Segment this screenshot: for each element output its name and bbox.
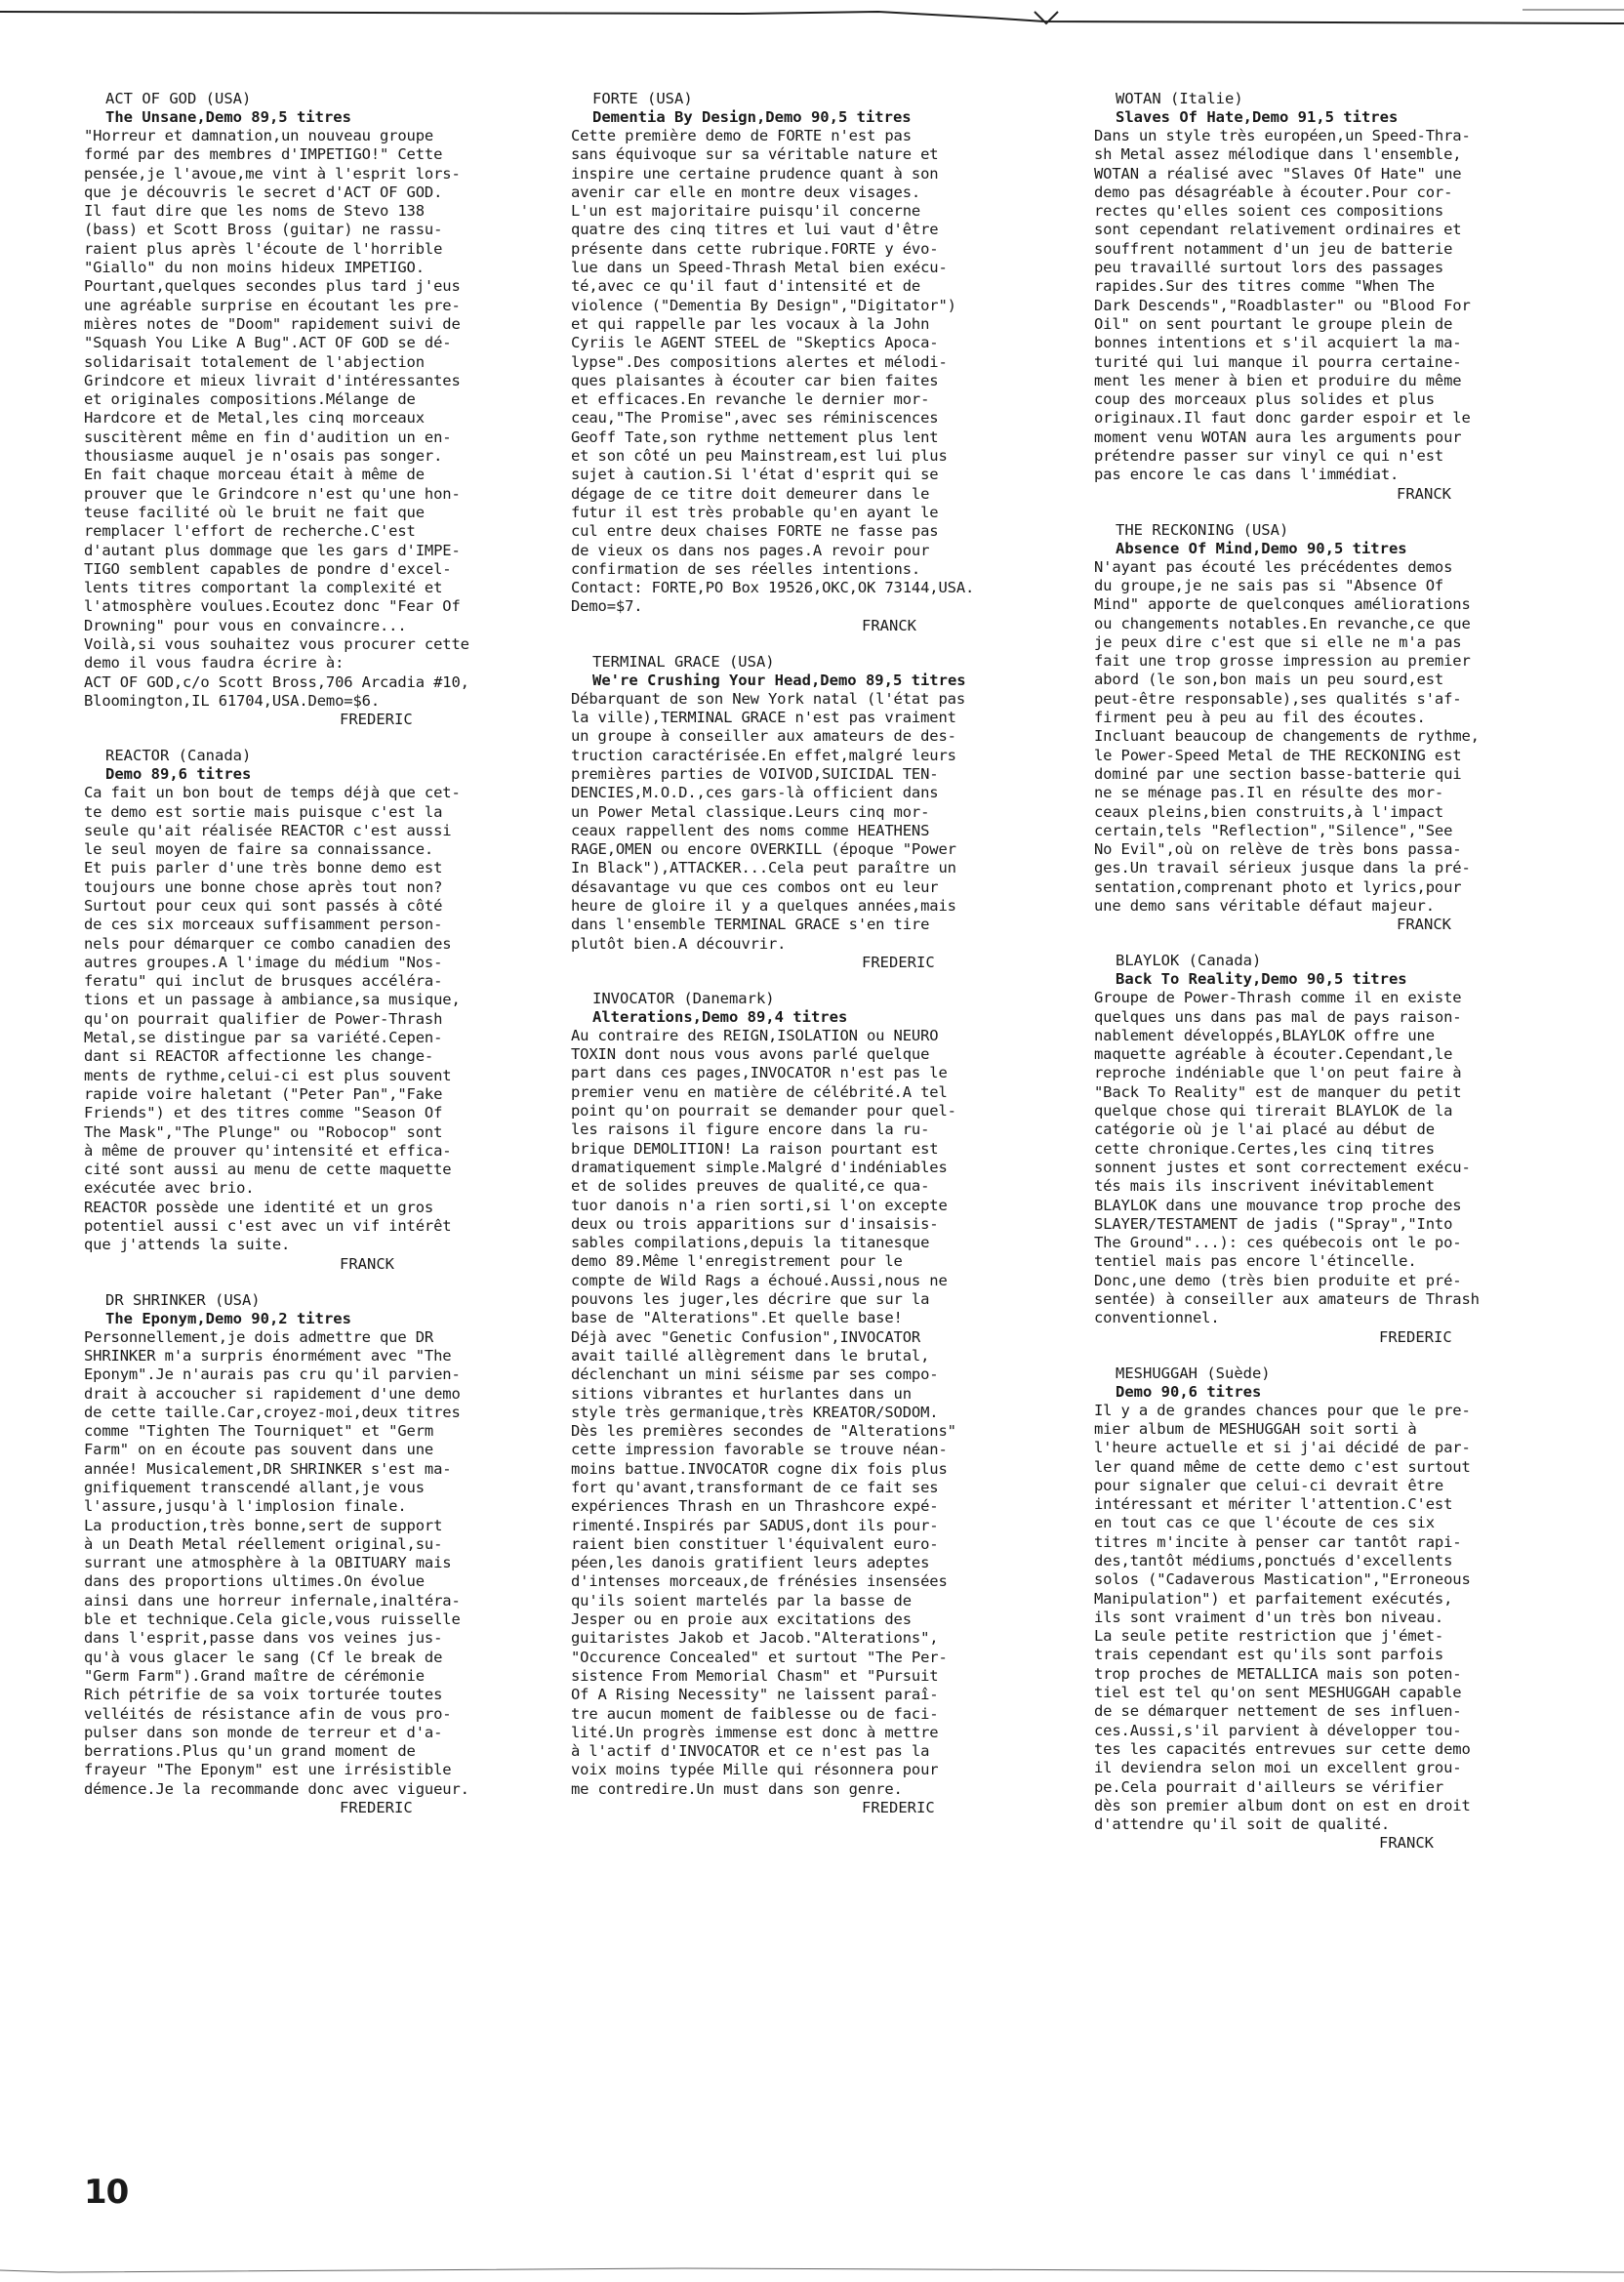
review-invocator bbox=[571, 990, 1059, 1817]
review-body: "Horreur et damnation,un nouveau groupe formé par des membres d'IMPETIGO!" Cette pensée,je l'avoue,me vint à l'esprit lors- que je découvris le secret d'ACT OF GOD. Il faut dire que les noms de Stevo 138 (bass) et Scott Bross (guitar) ne rassu- raient plus après l'écoute de l'horrible "Giallo" du non moins hideux IMPETIGO. Pourtant,quelques secondes plus tard j'eus une agréable surprise en écoutant les pre- mières notes de "Doom" rapidement suivi de "Squash You Like A Bug".ACT OF GOD se dé- solidarisait totalement de l'abjection Grindcore et mieux livrait d'intéressantes et originales compositions.Mélange de Hardcore et de Metal,les cinq morceaux suscitèrent même en fin d'audition un en- thousiasme auquel je n'osais pas songer. En fait chaque morceau était à même de prouver que le Grindcore n'est qu'une hon- teuse facilité où le bruit ne fait que remplacer l'effort de recherche.C'est d'autant plus dommage que les gars d'IMPE- TIGO semblent capables de pondre d'excel- lents titres comportant la complexité et l'atmosphère voulues.Ecoutez donc "Fear Of Drowning" pour vous en convaincre... Voilà,si vous souhaitez vous procurer cette demo il vous faudra écrire à: ACT OF GOD,c/o Scott Bross,706 Arcadia #10, Bloomington,IL 61704,USA.Demo=$6. bbox=[84, 127, 469, 710]
review-blaylok bbox=[1094, 952, 1592, 1346]
review-release: Absence Of Mind,Demo 90,5 titres bbox=[1116, 539, 1407, 557]
review-body: Dans un style très européen,un Speed-Thra- sh Metal assez mélodique dans l'ensemble, WOTAN a réalisé avec "Slaves Of Hate" une demo pas désagréable à écouter.Pour cor- rectes qu'elles soient ces compositions sont cependant relativement ordinaires et souffrent notamment d'un jeu de batterie peu travaillé surtout lors des passages rapides.Sur des titres comme "When The Dark Descends","Roadblaster" ou "Blood For Oil" on sent pourtant le groupe plein de bonnes intentions et s'il acquiert la ma- turité qui lui manque il pourra certaine- ment les mener à bien et produire du même coup des morceaux plus solides et plus originaux.Il faut donc garder espoir et le moment venu WOTAN aura les arguments pour prétendre passer sur vinyl ce qui n'est pas encore le cas dans l'immédiat. bbox=[1094, 127, 1471, 484]
review-wotan bbox=[1094, 90, 1592, 504]
top-border-line bbox=[0, 8, 1624, 33]
review-signature: FRANCK bbox=[340, 1254, 394, 1273]
column-3 bbox=[1094, 90, 1592, 1870]
review-signature: FREDERIC bbox=[862, 1799, 935, 1817]
bottom-border-line bbox=[0, 2262, 1624, 2278]
review-dr-shrinker bbox=[84, 1291, 572, 1817]
review-reactor bbox=[84, 747, 572, 1273]
review-band: THE RECKONING (USA) bbox=[1116, 520, 1289, 539]
review-signature: FRANCK bbox=[862, 616, 916, 634]
review-body: Cette première demo de FORTE n'est pas sans équivoque sur sa véritable nature et inspire une certaine prudence quant à son avenir car elle en montre deux visages. L'un est majoritaire puisqu'il concerne quatre des cinq titres et lui vaut d'être présente dans cette rubrique.FORTE y évo- lue dans un Speed-Thrash Metal bien exécu- té,avec ce qu'il faut d'intensité et de violence ("Dementia By Design","Digitator") et qui rappelle par les vocaux à la John Cyriis le AGENT STEEL de "Skeptics Apoca- lypse".Des compositions alertes et mélodi- ques plaisantes à écouter car bien faites et efficaces.En revanche le dernier mor- ceau,"The Promise",avec ses réminiscences Geoff Tate,son rythme nettement plus lent et son côté un peu Mainstream,est lui plus sujet à caution.Si l'état d'esprit qui se dégage de ce titre doit demeurer dans le futur il est très probable qu'en ayant le cul entre deux chaises FORTE ne fasse pas de vieux os dans nos pages.A revoir pour confirmation de ses réelles intentions. Contact: FORTE,PO Box 19526,OKC,OK 73144,USA. Demo=$7. bbox=[571, 127, 975, 616]
page-number: 10 bbox=[84, 2173, 129, 2212]
review-act-of-god bbox=[84, 90, 572, 729]
review-band: BLAYLOK (Canada) bbox=[1116, 952, 1262, 970]
review-band: INVOCATOR (Danemark) bbox=[592, 989, 775, 1007]
review-band: ACT OF GOD (USA) bbox=[105, 90, 252, 107]
review-band: WOTAN (Italie) bbox=[1116, 90, 1243, 107]
review-signature: FREDERIC bbox=[1379, 1327, 1452, 1346]
column-1 bbox=[84, 90, 572, 1835]
review-release: The Unsane,Demo 89,5 titres bbox=[105, 108, 351, 126]
review-release: Dementia By Design,Demo 90,5 titres bbox=[592, 108, 912, 126]
review-release: Alterations,Demo 89,4 titres bbox=[592, 1007, 848, 1026]
review-signature: FREDERIC bbox=[340, 1799, 413, 1817]
review-band: MESHUGGAH (Suède) bbox=[1116, 1364, 1271, 1382]
review-signature: FREDERIC bbox=[862, 953, 935, 971]
review-body: Débarquant de son New York natal (l'état pas la ville),TERMINAL GRACE n'est pas vraiment un groupe à conseiller aux amateurs de des- truction caractérisée.En effet,malgré leurs premières parties de VOIVOD,SUICIDAL TEN- DENCIES,M.O.D.,ces gars-là officient dans un Power Metal classique.Leurs cinq mor- ceaux rappellent des noms comme HEATHENS RAGE,OMEN ou encore OVERKILL (époque "Power In Black"),ATTACKER...Cela peut paraître un désavantage vu que ces combos ont eu leur heure de gloire il y a quelques années,mais dans l'ensemble TERMINAL GRACE s'en tire plutôt bien.A découvrir. bbox=[571, 689, 965, 953]
review-release: Demo 89,6 titres bbox=[105, 765, 252, 784]
review-body: Personnellement,je dois admettre que DR SHRINKER m'a surpris énormément avec "The Eponym".Je n'aurais pas cru qu'il parvien- drait à accoucher si rapidement d'une demo de cette taille.Car,croyez-moi,deux titres comme "Tighten The Tourniquet" et "Germ Farm" on en écoute pas souvent dans une année! Musicalement,DR SHRINKER s'est ma- gnifiquement transcendé allant,je vous l'assure,jusqu'à l'implosion finale. La production,très bonne,sert de support à un Death Metal réellement original,su- surrant une atmosphère à la OBITUARY mais dans des proportions ultimes.On évolue ainsi dans une horreur infernale,inaltéra- ble et technique.Cela gicle,vous ruisselle dans l'esprit,passe dans vos veines jus- qu'à vous glacer le sang (Cf le break de "Germ Farm").Grand maître de cérémonie Rich pétrifie de sa voix torturée toutes velléités de résistance afin de vous pro- pulser dans son monde de terreur et d'a- berrations.Plus qu'un grand moment de frayeur "The Eponym" est une irrésistible démence.Je la recommande donc avec vigueur. bbox=[84, 1327, 469, 1798]
review-release: Back To Reality,Demo 90,5 titres bbox=[1116, 970, 1407, 989]
review-band: FORTE (USA) bbox=[592, 90, 693, 107]
review-terminal-grace bbox=[571, 653, 1059, 972]
review-meshuggah bbox=[1094, 1365, 1592, 1854]
review-signature: FREDERIC bbox=[340, 711, 413, 729]
review-release: The Eponym,Demo 90,2 titres bbox=[105, 1309, 351, 1327]
review-band: DR SHRINKER (USA) bbox=[105, 1290, 261, 1309]
column-2 bbox=[571, 90, 1059, 1835]
review-signature: FRANCK bbox=[1397, 916, 1451, 934]
review-release: Slaves Of Hate,Demo 91,5 titres bbox=[1116, 108, 1399, 126]
review-band: TERMINAL GRACE (USA) bbox=[592, 652, 775, 671]
review-body: Au contraire des REIGN,ISOLATION ou NEURO TOXIN dont nous vous avons parlé quelque part dans ces pages,INVOCATOR n'est pas le premier venu en matière de célébrité.A tel point qu'on pourrait se demander pour quel- les raisons il figure encore dans la ru- brique DEMOLITION! La raison pourtant est dramatiquement simple.Malgré d'indéniables et de solides preuves de qualité,ce qua- tuor danois n'a rien sorti,si l'on excepte deux ou trois apparitions sur d'insaisis- sables compilations,depuis la titanesque demo 89.Même l'enregistrement pour le compte de Wild Rags a échoué.Aussi,nous ne pouvons les juger,les décrire que sur la base de "Alterations".Et quelle base! Déjà avec "Genetic Confusion",INVOCATOR avait taillé allègrement dans le brutal, déclenchant un mini séisme par ses compo- sitions vibrantes et hurlantes dans un style très germanique,très KREATOR/SODOM. Dès les premières secondes de "Alterations" cette impression favorable se trouve néan- moins battue.INVOCATOR cogne dix fois plus fort qu'avant,transformant de ce fait ses expériences Thrash en un Thrashcore expé- rimenté.Inspirés par SADUS,dont ils pour- raient bien constituer l'équivalent euro- péen,les danois gratifient leurs adeptes d'intenses morceaux,de frénésies insensées qu'ils soient martelés par la basse de Jesper ou en proie aux excitations des guitaristes Jakob et Jacob."Alterations", "Occurence Concealed" et surtout "The Per- sistence From Memorial Chasm" et "Pursuit Of A Rising Necessity" ne laissent paraî- tre aucun moment de faiblesse ou de faci- lité.Un progrès immense est donc à mettre à l'actif d'INVOCATOR et ce n'est pas la voix moins typée Mille qui résonnera pour me contredire.Un must dans son genre. bbox=[571, 1026, 956, 1798]
review-body: Ca fait un bon bout de temps déjà que cet- te demo est sortie mais puisque c'est la seule qu'ait réalisée REACTOR c'est aussi le seul moyen de faire sa connaissance. Et puis parler d'une très bonne demo est toujours une bonne chose après tout non? Surtout pour ceux qui sont passés à côté de ces six morceaux suffisamment person- nels pour démarquer ce combo canadien des autres groupes.A l'image du médium "Nos- feratu" qui inclut de brusques accéléra- tions et un passage à ambiance,sa musique, qu'on pourrait qualifier de Power-Thrash Metal,se distingue par sa variété.Cepen- dant si REACTOR affectionne les change- ments de rythme,celui-ci est plus souvent rapide voire haletant ("Peter Pan","Fake Friends") et des titres comme "Season Of The Mask","The Plunge" ou "Robocop" sont à même de prouver qu'intensité et effica- cité sont aussi au menu de cette maquette exécutée avec brio. REACTOR possède une identité et un gros potentiel aussi c'est avec un vif intérêt que j'attends la suite. bbox=[84, 784, 461, 1254]
review-release: We're Crushing Your Head,Demo 89,5 titres bbox=[592, 671, 966, 689]
review-the-reckoning bbox=[1094, 521, 1592, 935]
review-signature: FRANCK bbox=[1397, 484, 1451, 503]
review-signature: FRANCK bbox=[1379, 1834, 1434, 1853]
review-release: Demo 90,6 titres bbox=[1116, 1382, 1262, 1401]
review-body: Il y a de grandes chances pour que le pre- mier album de MESHUGGAH soit sorti à l'heure actuelle et si j'ai décidé de par- ler quand même de cette demo c'est surtout pour signaler que celui-ci devrait être intéressant et mériter l'attention.C'est en tout cas ce que l'écoute de ces six titres m'incite à penser car tantôt rapi- des,tantôt médiums,ponctués d'excellents solos ("Cadaverous Mastication","Erroneous Manipulation") et parfaitement exécutés, ils sont vraiment d'un très bon niveau. La seule petite restriction que j'émet- trais cependant est qu'ils sont parfois trop proches de METALLICA mais son poten- tiel est tel qu'on sent MESHUGGAH capable de se démarquer nettement de ses influen- ces.Aussi,s'il parvient à développer tou- tes les capacités entrevues sur cette demo il deviendra selon moi un excellent grou- pe.Cela pourrait d'ailleurs se vérifier dès son premier album dont on est en droit d'attendre qu'il soit de qualité. bbox=[1094, 1401, 1471, 1834]
review-band: REACTOR (Canada) bbox=[105, 747, 252, 765]
review-forte bbox=[571, 90, 1059, 635]
review-body: Groupe de Power-Thrash comme il en existe quelques uns dans pas mal de pays raison- nablement développés,BLAYLOK offre une maquette agréable à écouter.Cependant,le reproche indéniable que l'on peut faire à "Back To Reality" est de manquer du petit quelque chose qui tirerait BLAYLOK de la catégorie où je l'ai placé au début de cette chronique.Certes,les cinq titres sonnent justes et sont correctement exécu- tés mais ils inscrivent inévitablement BLAYLOK dans une mouvance trop proche des SLAYER/TESTAMENT de jadis ("Spray","Into The Ground"...): ces québecois ont le po- tentiel mais pas encore l'étincelle. Donc,une demo (très bien produite et pré- sentée) à conseiller aux amateurs de Thrash conventionnel. bbox=[1094, 989, 1480, 1327]
review-body: N'ayant pas écouté les précédentes demos du groupe,je ne sais pas si "Absence Of Mind" apporte de quelconques améliorations ou changements notables.En revanche,ce que je peux dire c'est que si elle ne m'a pas fait une trop grosse impression au premier abord (le son,bon mais un peu sourd,est peut-être responsable),ses qualités s'af- firment peu à peu au fil des écoutes. Incluant beaucoup de changements de rythme, le Power-Speed Metal de THE RECKONING est dominé par une section basse-batterie qui ne se ménage pas.Il en résulte des mor- ceaux pleins,bien construits,à l'impact certain,tels "Reflection","Silence","See No Evil",où on relève de très bons passa- ges.Un travail sérieux jusque dans la pré- sentation,comprenant photo et lyrics,pour une demo sans véritable défaut majeur. bbox=[1094, 557, 1480, 915]
